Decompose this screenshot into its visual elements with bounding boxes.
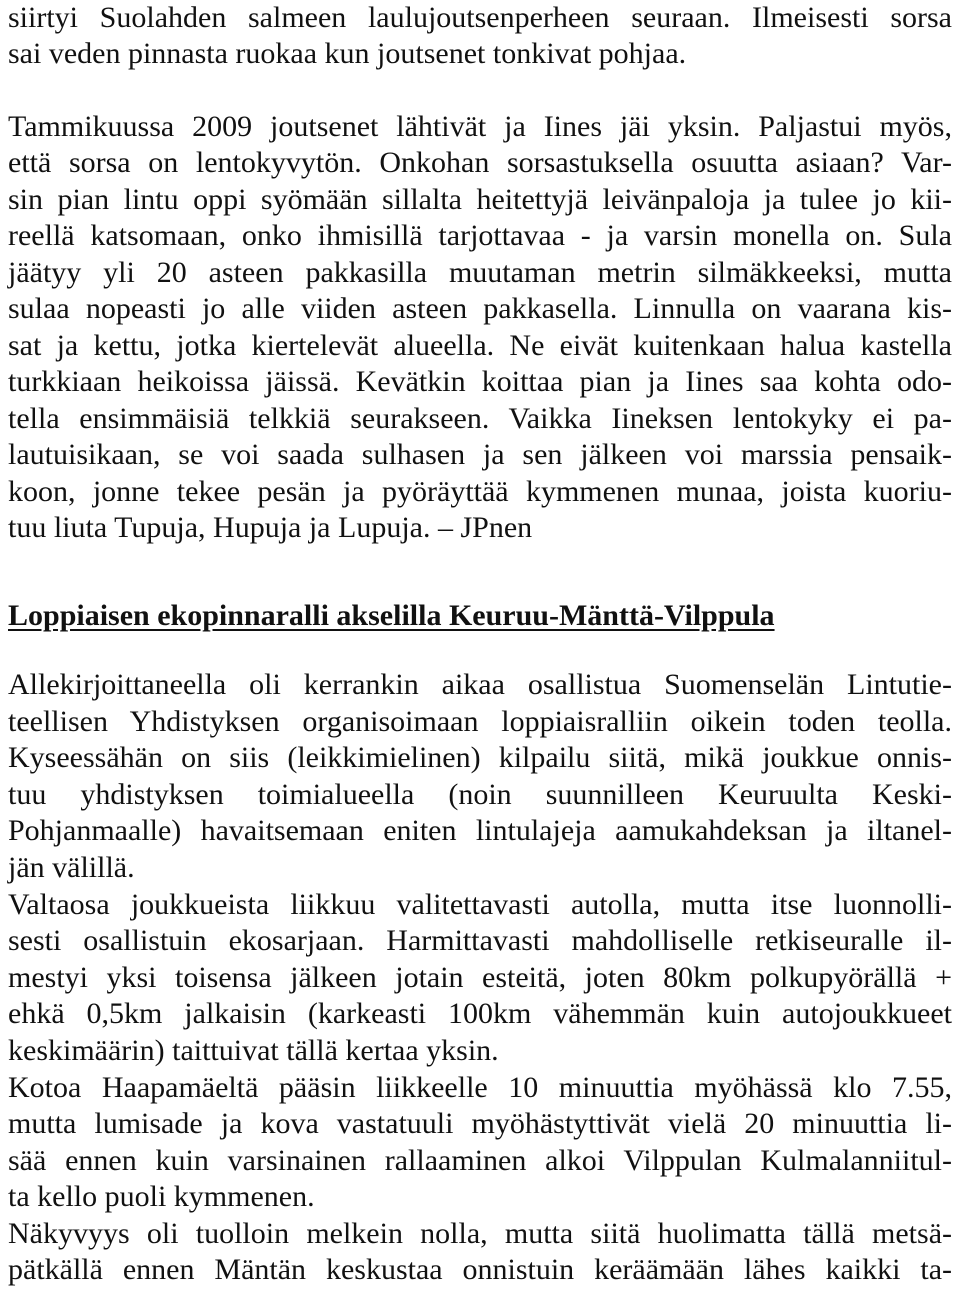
text-line: sesti osallistuin ekosarjaan. Harmittavasti mahdolliselle retkiseuralle il- xyxy=(8,924,952,957)
text-line: jäätyy yli 20 asteen pakkasilla muutaman metrin silmäkkeeksi, mutta xyxy=(8,256,952,289)
text-line: tuu liuta Tupuja, Hupuja ja Lupuja. – JPnen xyxy=(8,511,533,544)
text-line: Kyseessähän on siis (leikkimielinen) kilpailu siitä, mikä joukkue onnis- xyxy=(8,741,952,774)
text-line: sai veden pinnasta ruokaa kun joutsenet tonkivat pohjaa. xyxy=(8,37,687,70)
text-line: siirtyi Suolahden salmeen laulujoutsenperheen seuraan. Ilmeisesti sorsa xyxy=(8,1,952,34)
text-line: turkkiaan heikoissa jäissä. Kevätkin koittaa pian ja Iines saa kohta odo- xyxy=(8,365,952,398)
text-line: mutta lumisade ja kova vastatuuli myöhästyttivät vielä 20 minuuttia li- xyxy=(8,1107,952,1140)
text-line: jän välillä. xyxy=(8,851,135,884)
text-line: koon, jonne tekee pesän ja pyöräyttää kymmenen munaa, joista kuoriu- xyxy=(8,475,952,508)
text-line xyxy=(8,72,952,108)
text-line: tuu yhdistyksen toimialueella (noin suunnilleen Keuruulta Keski- xyxy=(8,778,952,811)
text-line: ehkä 0,5km jalkaisin (karkeasti 100km vähemmän kuin autojoukkueet xyxy=(8,997,952,1030)
text-line: sää ennen kuin varsinainen rallaaminen alkoi Vilppulan Kulmalanniitul- xyxy=(8,1144,952,1177)
article-2-title: Loppiaisen ekopinnaralli akselilla Keuruu-Mänttä-Vilppula xyxy=(8,599,775,632)
text-line: teellisen Yhdistyksen organisoimaan loppiaisralliin oikein toden teolla. xyxy=(8,705,952,738)
text-line: Valtaosa joukkueista liikkuu valitettavasti autolla, mutta itse luonnolli- xyxy=(8,888,952,921)
text-line: mestyi yksi toisensa jälkeen jotain esteitä, joten 80km polkupyörällä + xyxy=(8,961,952,994)
text-line: Näkyvyys oli tuolloin melkein nolla, mutta siitä huolimatta tällä metsä- xyxy=(8,1217,952,1250)
text-line: Allekirjoittaneella oli kerrankin aikaa osallistua Suomenselän Lintutie- xyxy=(8,668,952,701)
text-line: pätkällä ennen Mäntän keskustaa onnistuin keräämään lähes kaikki ta- xyxy=(8,1253,952,1286)
text-line: reellä katsomaan, onko ihmisillä tarjottavaa - ja varsin monella on. Sula xyxy=(8,219,952,252)
text-line: lautuisikaan, se voi saada sulhasen ja sen jälkeen voi marssia pensaik- xyxy=(8,438,952,471)
text-line: että sorsa on lentokyvytön. Onkohan sorsastuksella osuutta asiaan? Var- xyxy=(8,146,952,179)
text-line: ta kello puoli kymmenen. xyxy=(8,1180,315,1213)
text-line: sat ja kettu, jotka kiertelevät alueella. Ne eivät kuitenkaan halua kastella xyxy=(8,329,952,362)
text-line: Kotoa Haapamäeltä pääsin liikkeelle 10 minuuttia myöhässä klo 7.55, xyxy=(8,1071,952,1104)
text-line: keskimäärin) taittuivat tällä kertaa yksin. xyxy=(8,1034,499,1067)
text-line: tella ensimmäisiä telkkiä seurakseen. Vaikka Iineksen lentokyky ei pa- xyxy=(8,402,952,435)
text-line: sulaa nopeasti jo alle viiden asteen pakkasella. Linnulla on vaarana kis- xyxy=(8,292,952,325)
text-line: sin pian lintu oppi syömään sillalta heitettyjä leivänpaloja ja tulee jo kii- xyxy=(8,183,952,216)
text-line: Pohjanmaalle) havaitsemaan eniten lintulajeja aamukahdeksan ja iltanel- xyxy=(8,814,952,847)
text-line: Tammikuussa 2009 joutsenet lähtivät ja Iines jäi yksin. Paljastui myös, xyxy=(8,110,952,143)
